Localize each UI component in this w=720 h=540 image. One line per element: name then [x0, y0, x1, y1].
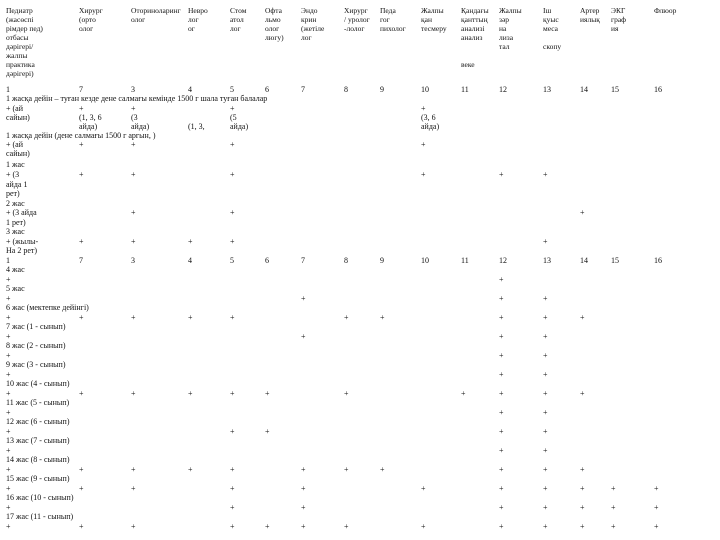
table-cell: + — [131, 465, 136, 474]
table-cell: + — [79, 313, 84, 322]
table-cell: 7 — [301, 256, 305, 265]
table-cell: 7 — [79, 85, 83, 94]
table-cell: + — [344, 313, 349, 322]
row-label: 5 жас — [6, 284, 25, 293]
row-label: 9 жас (3 - сынып) — [6, 360, 66, 369]
table-cell: + — [230, 503, 235, 512]
table-cell: + — [230, 104, 235, 113]
table-cell: + — [543, 294, 548, 303]
table-cell: + (ай — [6, 140, 24, 149]
table-cell: (3, 6 — [421, 113, 436, 122]
table-cell: + — [543, 503, 548, 512]
table-cell: + — [6, 446, 11, 455]
row-label: сайын) — [6, 149, 30, 158]
table-cell: + — [580, 208, 585, 217]
table-cell: (1, 3, 6 — [79, 113, 102, 122]
row-label: 12 жас (6 - сынып) — [6, 417, 70, 426]
table-cell: + — [499, 170, 504, 179]
table-cell: + — [543, 427, 548, 436]
table-cell: + — [580, 313, 585, 322]
table-cell: + — [580, 484, 585, 493]
table-cell: + — [499, 484, 504, 493]
table-cell: 5 — [230, 85, 234, 94]
column-header: Іш қуыс меса скопу — [543, 6, 562, 51]
column-header: Хирург (орто олог — [79, 6, 103, 33]
table-cell: 13 — [543, 85, 551, 94]
table-cell: + — [543, 170, 548, 179]
table-cell: + — [230, 170, 235, 179]
table-cell: + — [230, 465, 235, 474]
row-label: 3 жас — [6, 227, 25, 236]
row-label: айда 1 — [6, 180, 28, 189]
table-cell: + — [421, 484, 426, 493]
table-cell: + — [79, 465, 84, 474]
column-header: Артер иялық — [580, 6, 600, 24]
table-cell: + — [230, 140, 235, 149]
table-cell: + — [230, 208, 235, 217]
table-cell: + — [543, 446, 548, 455]
table-cell: + — [131, 170, 136, 179]
table-cell: 16 — [654, 256, 662, 265]
table-cell: 6 — [265, 256, 269, 265]
table-cell: сайын) — [6, 113, 30, 122]
table-cell: айда) — [230, 122, 249, 131]
table-cell: 14 — [580, 85, 588, 94]
table-cell: 10 — [421, 256, 429, 265]
table-cell: + — [499, 332, 504, 341]
table-cell: 4 — [188, 256, 192, 265]
row-label: На 2 рет) — [6, 246, 38, 255]
table-cell: 6 — [265, 85, 269, 94]
table-cell: + — [6, 332, 11, 341]
table-cell: 12 — [499, 85, 507, 94]
table-cell: айда) — [79, 122, 98, 131]
table-cell: айда) — [421, 122, 440, 131]
column-header: Хирург / уролог -лолог — [344, 6, 370, 33]
table-cell: + — [543, 522, 548, 531]
table-cell: + — [499, 465, 504, 474]
table-cell: + — [6, 484, 11, 493]
table-cell: 1 — [6, 256, 10, 265]
table-cell: 15 — [611, 85, 619, 94]
table-cell: + — [79, 237, 84, 246]
column-header: Оториноларинг олог — [131, 6, 181, 24]
table-cell: + — [580, 503, 585, 512]
table-cell: + — [543, 389, 548, 398]
table-cell: 16 — [654, 85, 662, 94]
row-label: 14 жас (8 - сынып) — [6, 455, 70, 464]
table-cell: + — [301, 522, 306, 531]
table-cell: 11 — [461, 256, 469, 265]
row-label: 1 жас — [6, 160, 25, 169]
table-cell: + — [499, 522, 504, 531]
table-cell: + — [499, 294, 504, 303]
table-cell: + — [611, 522, 616, 531]
table-cell: + (жылы- — [6, 237, 39, 246]
table-cell: 9 — [380, 85, 384, 94]
table-cell: + — [543, 332, 548, 341]
table-cell: + — [301, 294, 306, 303]
table-cell: + — [6, 408, 11, 417]
table-cell: + — [79, 140, 84, 149]
table-cell: + — [499, 351, 504, 360]
table-cell: + — [499, 446, 504, 455]
table-cell: + — [654, 503, 659, 512]
column-header: Жалпы қан тесмеру — [421, 6, 447, 33]
table-cell: 15 — [611, 256, 619, 265]
row-label: 15 жас (9 - сынып) — [6, 474, 70, 483]
table-cell: айда) — [131, 122, 150, 131]
row-label: 10 жас (4 - сынып) — [6, 379, 70, 388]
table-cell: + — [499, 313, 504, 322]
table-cell: + — [131, 522, 136, 531]
table-cell: + — [380, 313, 385, 322]
table-cell: + — [344, 389, 349, 398]
table-cell: + — [543, 313, 548, 322]
table-cell: + — [265, 389, 270, 398]
table-cell: + — [611, 503, 616, 512]
table-cell: + — [543, 484, 548, 493]
table-cell: + — [543, 465, 548, 474]
table-cell: + — [611, 484, 616, 493]
table-cell: + — [499, 408, 504, 417]
column-header: Офта льмо олог люгу) — [265, 6, 284, 42]
table-cell: + — [380, 465, 385, 474]
table-cell: + (3 айда — [6, 208, 37, 217]
table-cell: + — [344, 465, 349, 474]
row-label: 4 жас — [6, 265, 25, 274]
table-cell: + — [654, 484, 659, 493]
table-cell: (5 — [230, 113, 237, 122]
table-cell: + — [131, 237, 136, 246]
table-cell: 3 — [131, 85, 135, 94]
column-header: Стом атол лог — [230, 6, 247, 33]
table-cell: + — [344, 522, 349, 531]
table-cell: + — [301, 465, 306, 474]
table-cell: + — [6, 275, 11, 284]
column-header: Невро лог ог — [188, 6, 208, 33]
table-cell: + — [265, 522, 270, 531]
row-label: 1 жасқа дейін – туған кезде дене салмағы кемінде 1500 г шала туған балалар — [6, 94, 268, 103]
table-cell: + — [230, 427, 235, 436]
table-cell: + — [6, 351, 11, 360]
table-cell: 9 — [380, 256, 384, 265]
table-cell: + — [131, 313, 136, 322]
row-label: 8 жас (2 - сынып) — [6, 341, 66, 350]
column-header: Флюор — [654, 6, 677, 15]
table-cell: + — [265, 427, 270, 436]
row-label: 1 рет) — [6, 218, 26, 227]
table-cell: 7 — [79, 256, 83, 265]
table-cell: + — [421, 104, 426, 113]
table-cell: + — [654, 522, 659, 531]
table-cell: + — [461, 389, 466, 398]
table-cell: 12 — [499, 256, 507, 265]
table-cell: + — [188, 313, 193, 322]
table-cell: + — [188, 389, 193, 398]
table-cell: + — [131, 484, 136, 493]
column-header: Жалпы зәр на лиза тал — [499, 6, 522, 51]
table-cell: + — [230, 237, 235, 246]
table-cell: 1 — [6, 85, 10, 94]
table-cell: + (3 — [6, 170, 20, 179]
table-cell: + — [230, 313, 235, 322]
table-cell: + — [499, 389, 504, 398]
table-cell: + — [499, 503, 504, 512]
table-cell: + — [188, 465, 193, 474]
table-cell: + — [6, 313, 11, 322]
row-label: 2 жас — [6, 199, 25, 208]
table-cell: + — [230, 389, 235, 398]
table-cell: + — [131, 140, 136, 149]
table-cell: + — [543, 237, 548, 246]
table-cell: + — [6, 389, 11, 398]
table-cell: + — [499, 427, 504, 436]
table-cell: + — [580, 522, 585, 531]
table-cell: + — [301, 503, 306, 512]
table-cell: + — [6, 370, 11, 379]
table-cell: 4 — [188, 85, 192, 94]
row-label: рет) — [6, 189, 20, 198]
table-cell: + — [79, 522, 84, 531]
table-cell: + — [6, 294, 11, 303]
table-cell: + — [6, 427, 11, 436]
table-cell: 7 — [301, 85, 305, 94]
table-cell: + — [79, 389, 84, 398]
table-cell: + — [499, 275, 504, 284]
column-header: Педиатр (жасөспі рімдер пед) отбасы дәрігері/ жалпы практика дәрігері) — [6, 6, 43, 78]
table-cell: + — [6, 522, 11, 531]
table-cell: (1, 3, — [188, 122, 205, 131]
row-label: 13 жас (7 - сынып) — [6, 436, 70, 445]
table-cell: 11 — [461, 85, 469, 94]
table-cell: + — [543, 351, 548, 360]
table-cell: + — [421, 522, 426, 531]
table-cell: + — [131, 208, 136, 217]
table-cell: + — [131, 389, 136, 398]
row-label: 7 жас (1 - сынып) — [6, 322, 66, 331]
table-cell: + (ай — [6, 104, 24, 113]
table-cell: + — [188, 237, 193, 246]
table-cell: 8 — [344, 256, 348, 265]
table-cell: + — [79, 104, 84, 113]
table-cell: (3 — [131, 113, 138, 122]
table-cell: + — [421, 170, 426, 179]
table-cell: 5 — [230, 256, 234, 265]
table-cell: + — [6, 503, 11, 512]
row-label: 1 жасқа дейін (дене салмағы 1500 г аргын, ) — [6, 131, 156, 140]
table-cell: + — [580, 465, 585, 474]
row-label: 17 жас (11 - сынып) — [6, 512, 74, 521]
table-cell: + — [543, 408, 548, 417]
table-cell: + — [6, 465, 11, 474]
table-cell: 3 — [131, 256, 135, 265]
table-cell: + — [301, 484, 306, 493]
table-cell: + — [230, 522, 235, 531]
row-label: 6 жас (мектепке дейінгі) — [6, 303, 89, 312]
table-cell: + — [421, 140, 426, 149]
table-cell: + — [499, 370, 504, 379]
table-cell: + — [543, 370, 548, 379]
table-cell: + — [580, 389, 585, 398]
table-cell: + — [301, 332, 306, 341]
table-cell: + — [230, 484, 235, 493]
column-header: Педа гог пихолог — [380, 6, 406, 33]
table-cell: 13 — [543, 256, 551, 265]
table-cell: + — [131, 104, 136, 113]
table-cell: + — [79, 170, 84, 179]
column-header: Эндо крин (жетіле лог — [301, 6, 325, 42]
column-header: Қандағы қанттың анализі анализ веке — [461, 6, 489, 69]
table-cell: 14 — [580, 256, 588, 265]
row-label: 11 жас (5 - сынып) — [6, 398, 70, 407]
table-cell: + — [79, 484, 84, 493]
table-cell: 8 — [344, 85, 348, 94]
table-cell: 10 — [421, 85, 429, 94]
row-label: 16 жас (10 - сынып) — [6, 493, 74, 502]
column-header: ЭКГ граф ия — [611, 6, 627, 33]
